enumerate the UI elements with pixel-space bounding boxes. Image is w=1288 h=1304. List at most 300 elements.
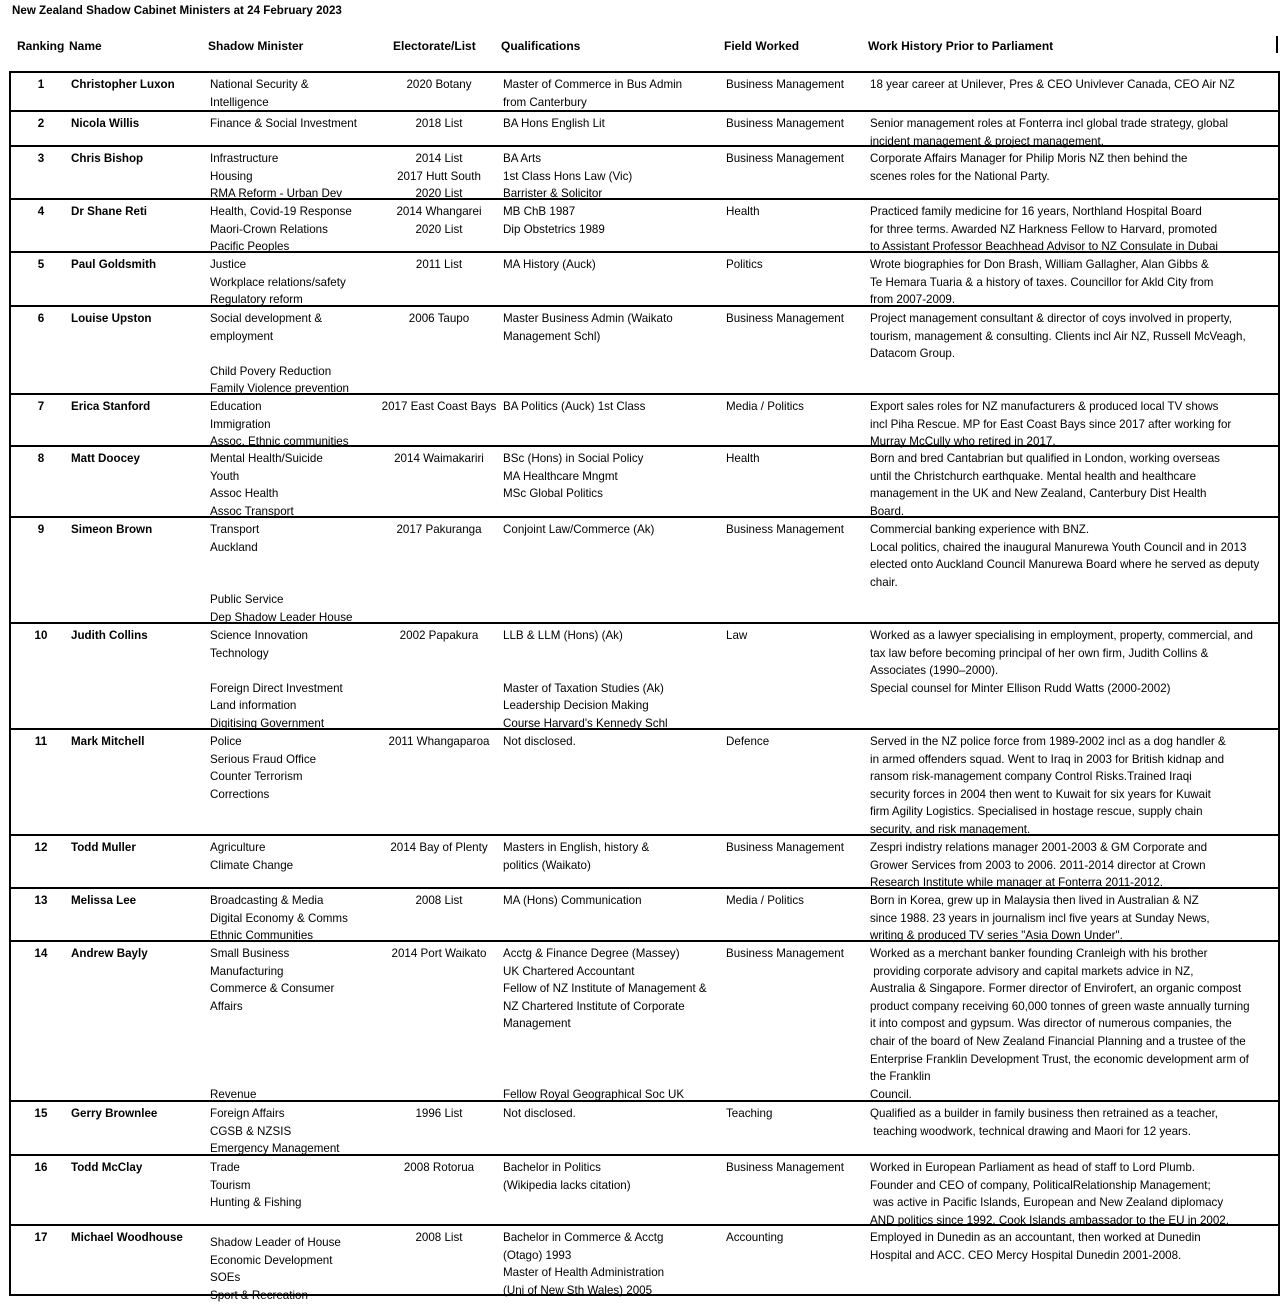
electorate-line: 2014 Waimakariri bbox=[394, 452, 484, 465]
work-history-line: Research Institute while manager at Fonterra 2011-2012. bbox=[870, 876, 1164, 890]
qualifications-line: BA Politics (Auck) 1st Class bbox=[503, 400, 646, 413]
shadow-minister-line: Digitising Government bbox=[210, 716, 325, 730]
qualifications-line: Bachelor in Politics bbox=[503, 1161, 601, 1174]
shadow-minister-cell bbox=[210, 203, 352, 256]
shadow-minister-line bbox=[210, 574, 352, 592]
table-row bbox=[11, 1224, 1278, 1302]
electorate-line: 2008 Rotorua bbox=[403, 1161, 475, 1174]
electorate-line: 2020 List bbox=[415, 187, 463, 201]
qualifications-cell bbox=[503, 150, 632, 203]
header-shadow-minister: Shadow Minister bbox=[208, 39, 304, 53]
qualifications-line: UK Chartered Accountant bbox=[503, 964, 635, 978]
shadow-minister-line: Trade bbox=[210, 1161, 240, 1174]
work-history-cell bbox=[870, 450, 1220, 520]
work-history-line: chair of the board of New Zealand Financial Planning and a trustee of the bbox=[870, 1034, 1246, 1048]
work-history-line: Datacom Group. bbox=[870, 347, 956, 361]
field-worked-cell: Business Management bbox=[726, 841, 844, 854]
work-history-line: incident management & project management. bbox=[870, 134, 1104, 148]
field-worked-cell: Politics bbox=[726, 258, 763, 271]
table-row bbox=[11, 728, 1278, 834]
work-history-line: Export sales roles for NZ manufacturers & produced local TV shows bbox=[870, 400, 1219, 413]
qualifications-line: MA History (Auck) bbox=[503, 258, 596, 271]
table-row bbox=[11, 110, 1278, 148]
work-history-line: in armed offenders squad. Went to Iraq in 2003 for British kidnap and bbox=[870, 752, 1225, 766]
electorate-cell bbox=[376, 521, 502, 539]
shadow-minister-line: Transport bbox=[210, 523, 260, 536]
work-history-line: Corporate Affairs Manager for Philip Moris NZ then behind the bbox=[870, 152, 1188, 165]
shadow-minister-line bbox=[210, 1068, 334, 1086]
work-history-line: ransom risk-management company Control Risks.Trained Iraqi bbox=[870, 770, 1192, 784]
shadow-minister-line: Youth bbox=[210, 469, 240, 483]
field-worked-cell: Media / Politics bbox=[726, 400, 804, 413]
work-history-line: Grower Services from 2003 to 2006. 2011-2014 director at Crown bbox=[870, 858, 1206, 872]
name-cell: Todd Muller bbox=[71, 841, 136, 854]
electorate-line: 2020 List bbox=[415, 222, 463, 236]
work-history-line: writing & produced TV series "Asia Down Under". bbox=[870, 929, 1123, 943]
electorate-cell bbox=[376, 627, 502, 645]
work-history-line: Senior management roles at Fonterra incl global trade strategy, global bbox=[870, 117, 1229, 130]
shadow-minister-line: Finance & Social Investment bbox=[210, 117, 357, 130]
ministers-table bbox=[9, 71, 1280, 1302]
qualifications-line: Conjoint Law/Commerce (Ak) bbox=[503, 523, 655, 536]
electorate-cell bbox=[376, 310, 502, 328]
electorate-cell bbox=[376, 1229, 502, 1247]
qualifications-line: Not disclosed. bbox=[503, 1107, 576, 1120]
field-worked-cell: Business Management bbox=[726, 947, 844, 960]
qualifications-line: (Otago) 1993 bbox=[503, 1248, 572, 1262]
work-history-line: security, and risk management. bbox=[870, 822, 1031, 836]
shadow-minister-line: Emergency Management bbox=[210, 1142, 340, 1156]
ranking-cell: 17 bbox=[34, 1231, 48, 1244]
qualifications-line bbox=[503, 1068, 707, 1086]
shadow-minister-line: Family Violence prevention bbox=[210, 382, 349, 396]
shadow-minister-line: Assoc Health bbox=[210, 487, 279, 501]
work-history-line: Te Hemara Tuaria & a history of taxes. Councillor for Akld City from bbox=[870, 275, 1214, 289]
work-history-line: Hospital and ACC. CEO Mercy Hospital Dunedin 2001-2008. bbox=[870, 1248, 1182, 1262]
table-row bbox=[11, 1154, 1278, 1227]
electorate-line: 2011 Whangaparoa bbox=[388, 735, 490, 748]
qualifications-cell bbox=[503, 1105, 576, 1123]
work-history-line: Commercial banking experience with BNZ. bbox=[870, 523, 1090, 536]
ranking-cell: 9 bbox=[37, 523, 45, 536]
electorate-line: 2008 List bbox=[415, 1231, 463, 1244]
work-history-line: providing corporate advisory and capital markets advice in NZ, bbox=[870, 964, 1194, 978]
electorate-line: 2008 List bbox=[415, 894, 463, 907]
page-title: New Zealand Shadow Cabinet Ministers at 24 February 2023 bbox=[12, 4, 342, 17]
table-row bbox=[11, 1100, 1278, 1154]
qualifications-line: Barrister & Solicitor bbox=[503, 187, 603, 201]
field-worked-cell: Teaching bbox=[726, 1107, 773, 1120]
shadow-minister-line: Ethnic Communities bbox=[210, 929, 314, 943]
ranking-cell: 7 bbox=[37, 400, 45, 413]
work-history-line: Project management consultant & director of coys involved in property, bbox=[870, 312, 1232, 325]
qualifications-line: Master of Commerce in Bus Admin bbox=[503, 78, 683, 91]
work-history-line: from 2007-2009. bbox=[870, 293, 956, 307]
work-history-line: to Assistant Professor Beachhead Advisor to NZ Consulate in Dubai bbox=[870, 240, 1218, 254]
field-worked-cell: Business Management bbox=[726, 152, 844, 165]
work-history-line: Born and bred Cantabrian but qualified in London, working overseas bbox=[870, 452, 1220, 465]
shadow-minister-line: Police bbox=[210, 735, 242, 748]
qualifications-line: NZ Chartered Institute of Corporate bbox=[503, 999, 685, 1013]
electorate-line: 2014 Bay of Plenty bbox=[390, 841, 488, 854]
shadow-minister-cell bbox=[210, 256, 346, 309]
qualifications-line: Master of Taxation Studies (Ak) bbox=[503, 681, 664, 695]
shadow-minister-line: Intelligence bbox=[210, 95, 269, 109]
qualifications-line: 1st Class Hons Law (Vic) bbox=[503, 169, 633, 183]
field-worked-cell: Accounting bbox=[726, 1231, 784, 1244]
qualifications-cell bbox=[503, 627, 668, 733]
shadow-minister-line: employment bbox=[210, 329, 274, 343]
shadow-minister-line: National Security & bbox=[210, 78, 309, 91]
shadow-minister-line: SOEs bbox=[210, 1271, 241, 1285]
field-worked-cell: Health bbox=[726, 205, 760, 218]
ranking-cell: 15 bbox=[34, 1107, 48, 1120]
work-history-line: management in the UK and New Zealand, Canterbury Dist Health bbox=[870, 487, 1207, 501]
work-history-line: Employed in Dunedin as an accountant, then worked at Dunedin bbox=[870, 1231, 1201, 1244]
table-row bbox=[11, 834, 1278, 890]
field-worked-cell: Business Management bbox=[726, 1161, 844, 1174]
work-history-cell bbox=[870, 76, 1235, 94]
name-cell: Melissa Lee bbox=[71, 894, 137, 907]
work-history-cell bbox=[870, 945, 1250, 1103]
electorate-line: 2017 Hutt South bbox=[397, 169, 481, 183]
field-worked-cell: Business Management bbox=[726, 117, 844, 130]
shadow-minister-line bbox=[210, 1051, 334, 1069]
shadow-minister-cell bbox=[210, 1159, 302, 1212]
shadow-minister-cell bbox=[210, 627, 343, 733]
header-field-worked: Field Worked bbox=[724, 39, 800, 53]
shadow-minister-line: Climate Change bbox=[210, 858, 294, 872]
shadow-minister-line: Broadcasting & Media bbox=[210, 894, 324, 907]
shadow-minister-line: Agriculture bbox=[210, 841, 266, 854]
work-history-cell bbox=[870, 398, 1231, 451]
ranking-cell: 2 bbox=[37, 117, 45, 130]
shadow-minister-line: Maori-Crown Relations bbox=[210, 222, 328, 236]
shadow-minister-line: Manufacturing bbox=[210, 964, 284, 978]
electorate-cell bbox=[376, 733, 502, 751]
electorate-line: 2017 Pakuranga bbox=[396, 523, 482, 536]
qualifications-line: Leadership Decision Making bbox=[503, 699, 649, 713]
qualifications-line: politics (Waikato) bbox=[503, 858, 591, 872]
header-name: Name bbox=[69, 39, 102, 53]
work-history-line: Founder and CEO of company, PoliticalRelationship Management; bbox=[870, 1178, 1211, 1192]
qualifications-line: Course Harvard's Kennedy Schl bbox=[503, 716, 668, 730]
shadow-minister-line: Dep Shadow Leader House bbox=[210, 610, 353, 624]
qualifications-line: Acctg & Finance Degree (Massey) bbox=[503, 947, 680, 960]
work-history-cell bbox=[870, 733, 1226, 839]
field-worked-cell: Law bbox=[726, 629, 748, 642]
qualifications-cell bbox=[503, 733, 576, 751]
shadow-minister-line: Foreign Direct Investment bbox=[210, 681, 343, 695]
work-history-cell bbox=[870, 310, 1246, 363]
shadow-minister-line bbox=[210, 1015, 334, 1033]
shadow-minister-cell bbox=[210, 521, 352, 627]
work-history-line: tourism, management & consulting. Clients incl Air NZ, Russell McVeagh, bbox=[870, 329, 1246, 343]
shadow-minister-line: Workplace relations/safety bbox=[210, 275, 346, 289]
work-history-line: Australia & Singapore. Former director of Envirofert, an organic compost bbox=[870, 982, 1242, 996]
work-history-line: Worked as a merchant banker founding Cranleigh with his brother bbox=[870, 947, 1208, 960]
work-history-cell bbox=[870, 150, 1188, 185]
shadow-minister-line: Pacific Peoples bbox=[210, 240, 290, 254]
name-cell: Christopher Luxon bbox=[71, 78, 175, 91]
qualifications-cell bbox=[503, 521, 654, 539]
shadow-minister-line: Justice bbox=[210, 258, 247, 271]
work-history-line: scenes roles for the National Party. bbox=[870, 169, 1050, 183]
qualifications-line bbox=[503, 1033, 707, 1051]
work-history-line: Born in Korea, grew up in Malaysia then lived in Australian & NZ bbox=[870, 894, 1199, 907]
qualifications-cell bbox=[503, 450, 643, 503]
electorate-cell bbox=[376, 150, 502, 203]
electorate-line: 2014 List bbox=[415, 152, 463, 165]
qualifications-line: Not disclosed. bbox=[503, 735, 576, 748]
shadow-minister-line: Economic Development bbox=[210, 1253, 333, 1267]
electorate-cell bbox=[376, 839, 502, 857]
shadow-minister-cell bbox=[210, 310, 349, 398]
table-row bbox=[11, 145, 1278, 201]
work-history-line: Council. bbox=[870, 1087, 912, 1101]
name-cell: Andrew Bayly bbox=[71, 947, 148, 960]
work-history-line: 18 year career at Unilever, Pres & CEO Univlever Canada, CEO Air NZ bbox=[870, 78, 1235, 91]
work-history-cell bbox=[870, 892, 1210, 945]
qualifications-cell bbox=[503, 1159, 631, 1194]
field-worked-cell: Business Management bbox=[726, 78, 844, 91]
table-row bbox=[11, 305, 1278, 396]
table-row bbox=[11, 940, 1278, 1100]
electorate-line: 2011 List bbox=[415, 258, 463, 271]
electorate-line: 2020 Botany bbox=[406, 78, 472, 91]
qualifications-cell bbox=[503, 203, 605, 238]
ranking-cell: 6 bbox=[37, 312, 45, 325]
shadow-minister-line bbox=[210, 556, 352, 574]
shadow-minister-line bbox=[210, 662, 343, 680]
shadow-minister-line: Science Innovation bbox=[210, 629, 308, 642]
cursor-bar bbox=[1276, 36, 1278, 53]
electorate-cell bbox=[376, 945, 502, 963]
qualifications-line: Management bbox=[503, 1017, 571, 1031]
work-history-line: elected onto Auckland Council Manurewa Board where he served as deputy bbox=[870, 558, 1260, 572]
work-history-line: Zespri indistry relations manager 2001-2003 & GM Corporate and bbox=[870, 841, 1208, 854]
ranking-cell: 10 bbox=[34, 629, 48, 642]
name-cell: Michael Woodhouse bbox=[71, 1231, 183, 1244]
work-history-cell bbox=[870, 1229, 1201, 1264]
qualifications-line: Dip Obstetrics 1989 bbox=[503, 222, 605, 236]
header-ranking: Ranking bbox=[17, 39, 65, 53]
qualifications-line: BSc (Hons) in Social Policy bbox=[503, 452, 644, 465]
shadow-minister-cell bbox=[210, 115, 357, 133]
table-row bbox=[11, 198, 1278, 254]
qualifications-line: BA Arts bbox=[503, 152, 542, 165]
ranking-cell: 11 bbox=[34, 735, 48, 748]
shadow-minister-line: Land information bbox=[210, 699, 297, 713]
ranking-cell: 14 bbox=[34, 947, 48, 960]
name-cell: Paul Goldsmith bbox=[71, 258, 157, 271]
table-row bbox=[11, 516, 1278, 622]
qualifications-line: from Canterbury bbox=[503, 95, 587, 109]
ranking-cell: 8 bbox=[37, 452, 45, 465]
name-cell: Matt Doocey bbox=[71, 452, 140, 465]
qualifications-line: Master of Health Administration bbox=[503, 1266, 665, 1280]
qualifications-cell bbox=[503, 76, 682, 111]
shadow-minister-line: Counter Terrorism bbox=[210, 770, 303, 784]
shadow-minister-line: Health, Covid-19 Response bbox=[210, 205, 352, 218]
qualifications-line: Bachelor in Commerce & Acctg bbox=[503, 1231, 664, 1244]
shadow-minister-line: Sport & Recreation bbox=[210, 1288, 308, 1302]
shadow-minister-line: Affairs bbox=[210, 999, 243, 1013]
shadow-minister-line: Tourism bbox=[210, 1178, 251, 1192]
electorate-cell bbox=[376, 450, 502, 468]
work-history-line: incl Piha Rescue. MP for East Coast Bays since 2017 after working for bbox=[870, 417, 1232, 431]
shadow-minister-line: Corrections bbox=[210, 787, 270, 801]
table-row bbox=[11, 73, 1278, 110]
shadow-minister-line: Assoc. Ethnic communities bbox=[210, 435, 349, 449]
field-worked-cell: Defence bbox=[726, 735, 770, 748]
qualifications-line: MA Healthcare Mngmt bbox=[503, 469, 618, 483]
shadow-minister-cell bbox=[210, 450, 323, 520]
field-worked-cell: Health bbox=[726, 452, 760, 465]
name-cell: Erica Stanford bbox=[71, 400, 151, 413]
field-worked-cell: Media / Politics bbox=[726, 894, 804, 907]
electorate-line: 2018 List bbox=[415, 117, 463, 130]
qualifications-cell bbox=[503, 398, 645, 416]
shadow-minister-line: Immigration bbox=[210, 417, 271, 431]
shadow-minister-line bbox=[210, 345, 349, 363]
shadow-minister-cell bbox=[210, 733, 316, 803]
work-history-line: the Franklin bbox=[870, 1070, 931, 1084]
shadow-minister-cell bbox=[210, 1105, 340, 1158]
electorate-cell bbox=[376, 76, 502, 94]
qualifications-line: Fellow of NZ Institute of Management & bbox=[503, 982, 707, 996]
field-worked-cell: Business Management bbox=[726, 312, 844, 325]
qualifications-cell bbox=[503, 310, 673, 345]
work-history-line: Board. bbox=[870, 504, 905, 518]
work-history-line: for three terms. Awarded NZ Harkness Fellow to Harvard, promoted bbox=[870, 222, 1218, 236]
work-history-line: Qualified as a builder in family business then retrained as a teacher, bbox=[870, 1107, 1219, 1120]
shadow-minister-line: Housing bbox=[210, 169, 253, 183]
work-history-cell bbox=[870, 203, 1218, 256]
shadow-minister-cell bbox=[210, 839, 293, 874]
electorate-cell bbox=[376, 203, 502, 238]
shadow-minister-line bbox=[210, 1033, 334, 1051]
work-history-line: Special counsel for Minter Ellison Rudd Watts (2000-2002) bbox=[870, 681, 1171, 695]
qualifications-cell bbox=[503, 115, 605, 133]
header-qualifications: Qualifications bbox=[501, 39, 581, 53]
electorate-cell bbox=[376, 115, 502, 133]
ranking-cell: 1 bbox=[37, 78, 45, 91]
qualifications-line: LLB & LLM (Hons) (Ak) bbox=[503, 629, 623, 642]
name-cell: Nicola Willis bbox=[71, 117, 140, 130]
electorate-line: 2002 Papakura bbox=[399, 629, 479, 642]
shadow-minister-line: Child Povery Reduction bbox=[210, 364, 332, 378]
work-history-line: Worked as a lawyer specialising in employment, property, commercial, and bbox=[870, 629, 1253, 642]
qualifications-line: (Uni of New Sth Wales) 2005 bbox=[503, 1283, 653, 1297]
shadow-minister-line: Mental Health/Suicide bbox=[210, 452, 323, 465]
shadow-minister-line: CGSB & NZSIS bbox=[210, 1124, 292, 1138]
table-row bbox=[11, 445, 1278, 516]
shadow-minister-line: Hunting & Fishing bbox=[210, 1196, 302, 1210]
electorate-cell bbox=[376, 398, 502, 416]
work-history-line: security forces in 2004 then went to Kuwait for six years for Kuwait bbox=[870, 787, 1211, 801]
work-history-line: Associates (1990–2000). bbox=[870, 664, 999, 678]
shadow-minister-line: Shadow Leader of House bbox=[210, 1236, 341, 1249]
shadow-minister-line: Auckland bbox=[210, 540, 258, 554]
work-history-line: teaching woodwork, technical drawing and Maori for 12 years. bbox=[870, 1124, 1191, 1138]
electorate-line: 2006 Taupo bbox=[408, 312, 470, 325]
work-history-line: Practiced family medicine for 16 years, Northland Hospital Board bbox=[870, 205, 1202, 218]
work-history-line: chair. bbox=[870, 575, 898, 589]
name-cell: Mark Mitchell bbox=[71, 735, 145, 748]
ranking-cell: 13 bbox=[34, 894, 48, 907]
ranking-cell: 16 bbox=[34, 1161, 48, 1174]
name-cell: Simeon Brown bbox=[71, 523, 153, 536]
qualifications-line: Master Business Admin (Waikato bbox=[503, 312, 673, 325]
shadow-minister-cell bbox=[210, 945, 334, 1103]
qualifications-cell bbox=[503, 256, 596, 274]
shadow-minister-line: Social development & bbox=[210, 312, 323, 325]
table-row bbox=[11, 393, 1278, 449]
qualifications-line: BA Hons English Lit bbox=[503, 117, 605, 130]
name-cell: Louise Upston bbox=[71, 312, 152, 325]
work-history-line: AND politics since 1992. Cook Islands ambassador to the EU in 2002. bbox=[870, 1213, 1229, 1227]
electorate-cell bbox=[376, 892, 502, 910]
table-row bbox=[11, 251, 1278, 305]
shadow-minister-line: Serious Fraud Office bbox=[210, 752, 317, 766]
shadow-minister-line: Public Service bbox=[210, 593, 284, 607]
qualifications-line: Management Schl) bbox=[503, 329, 601, 343]
ranking-cell: 4 bbox=[37, 205, 45, 218]
qualifications-line: Masters in English, history & bbox=[503, 841, 650, 854]
work-history-line: Enterprise Franklin Development Trust, the economic development arm of bbox=[870, 1052, 1249, 1066]
header-electorate: Electorate/List bbox=[393, 39, 476, 53]
shadow-minister-line: Regulatory reform bbox=[210, 293, 303, 307]
work-history-line: product company receiving 60,000 tonnes of green waste annually turning bbox=[870, 999, 1250, 1013]
header-work-history: Work History Prior to Parliament bbox=[868, 39, 1054, 53]
shadow-minister-line: Small Business bbox=[210, 947, 290, 960]
work-history-cell bbox=[870, 627, 1253, 697]
ranking-cell: 5 bbox=[37, 258, 45, 271]
electorate-cell bbox=[376, 256, 502, 274]
table-row bbox=[11, 622, 1278, 728]
qualifications-cell bbox=[503, 945, 707, 1103]
work-history-line: it into compost and gypsum. Was director of numerous companies, the bbox=[870, 1017, 1232, 1031]
electorate-line: 2014 Port Waikato bbox=[391, 947, 487, 960]
shadow-minister-cell bbox=[210, 1234, 341, 1304]
shadow-minister-cell bbox=[210, 76, 309, 111]
work-history-line: since 1988. 23 years in journalism incl five years at Sunday News, bbox=[870, 911, 1210, 925]
shadow-minister-line: Revenue bbox=[210, 1087, 257, 1101]
shadow-minister-cell bbox=[210, 150, 342, 203]
shadow-minister-line: Assoc Transport bbox=[210, 504, 294, 518]
qualifications-line: MB ChB 1987 bbox=[503, 205, 576, 218]
name-cell: Dr Shane Reti bbox=[71, 205, 148, 218]
qualifications-cell bbox=[503, 1229, 664, 1299]
electorate-cell bbox=[376, 1105, 502, 1123]
ranking-cell: 12 bbox=[34, 841, 48, 854]
work-history-line: until the Christchurch earthquake. Mental health and healthcare bbox=[870, 469, 1197, 483]
table-row bbox=[11, 887, 1278, 943]
work-history-line: Served in the NZ police force from 1989-2002 incl as a dog handler & bbox=[870, 735, 1226, 748]
work-history-line: Wrote biographies for Don Brash, William Gallagher, Alan Gibbs & bbox=[870, 258, 1209, 271]
work-history-cell bbox=[870, 256, 1213, 309]
shadow-minister-line: RMA Reform - Urban Dev bbox=[210, 187, 343, 201]
field-worked-cell: Business Management bbox=[726, 523, 844, 536]
qualifications-line bbox=[503, 645, 668, 663]
name-cell: Todd McClay bbox=[71, 1161, 143, 1174]
name-cell: Gerry Brownlee bbox=[71, 1107, 158, 1120]
ranking-cell: 3 bbox=[37, 152, 45, 165]
electorate-line: 2014 Whangarei bbox=[396, 205, 482, 218]
name-cell: Judith Collins bbox=[71, 629, 148, 642]
electorate-line: 1996 List bbox=[415, 1107, 463, 1120]
